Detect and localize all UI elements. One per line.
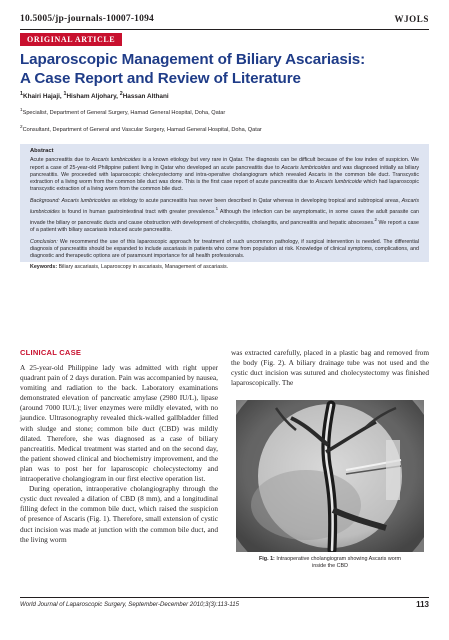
article-title (20, 51, 440, 88)
abstract-keywords (30, 264, 419, 271)
abstract-text: which had laparoscopic transcystic extraction of a living worm from the common bile duct. (30, 179, 419, 193)
abstract-italic-term: Ascaris lumbricoides (91, 157, 141, 164)
citation-mark: 2 (374, 217, 377, 223)
abstract-italic-term: Ascaris lumbricoides (281, 164, 331, 171)
abstract-italic-term: Ascaris lumbricoides (61, 197, 111, 204)
author-1-affiliation-mark: 1 (20, 91, 23, 97)
affiliation-1-text: Specialist, Department of General Surgery, Hamad General Hospital, Doha, Qatar (22, 109, 226, 116)
affiliation-2 (20, 124, 262, 133)
doi-text: 10.5005/jp-journals-10007-1094 (20, 14, 154, 24)
figure-caption-line-1: Intraoperative cholangiogram showing Ascaris worm (274, 556, 401, 562)
body-paragraph-3: was extracted carefully, placed in a plastic bag and removed from the body (Fig. 2). A biliary drainage tube was not used and the cystic duct incision was sutured and cholecystectomy was finished laparoscopically. The (231, 348, 429, 388)
abstract-italic-term: Ascaris lumbricoide (315, 179, 362, 186)
affiliation-2-mark: 2 (20, 124, 23, 129)
abstract-text: Acute pancreatitis due to (30, 157, 92, 164)
abstract-text: as etiology to acute pancreatitis has never been described in Qatar whereas in developing tropical and subtropical areas, (110, 197, 402, 204)
abstract-text: and was diagnosed initially as biliary pancreatitis. We proceeded with laparoscopic cholecystectomy and intra-operative cholangiogram which revealed Ascaris in the common bile duct. Transcystic extraction of a living worm from the common bile duct was done. This is the first case report of acute pancreatitis due to (30, 164, 419, 186)
author-2-name: Hisham Aljohary, (66, 93, 120, 101)
figure-caption (236, 556, 424, 570)
abstract-text: We recommend the use of this laparoscopic approach for treatment of such uncommon pathology, if surgical intervention is needed. The differential diagnosis of pancreatitis should be expanded to include ascariasis in patients who come from population at risk. Knowledge of clinical symptoms, complications, and diagnostic and therapeutic options are of paramount importance for all health professionals. (30, 238, 419, 260)
affiliation-1 (20, 107, 225, 116)
author-3-affiliation-mark: 2 (119, 91, 123, 97)
article-type-badge: ORIGINAL ARTICLE (20, 33, 122, 46)
keywords-label: Keywords: (30, 264, 58, 271)
abstract-background (30, 198, 419, 235)
affiliation-1-mark: 1 (20, 107, 23, 112)
title-line-2: A Case Report and Review of Literature (20, 69, 301, 87)
abstract-text: is a known etiology but very rare in Qatar. The diagnosis can be difficult because of the low index of suspicion. We report a case of 25-year-old Philippine patient living in Qatar who developed an acute pancreatitis due to (30, 157, 420, 171)
figure-label: Fig. 1: (258, 556, 275, 562)
abstract-text: We report a case of a patient with biliary ascariasis induced acute pancreatitis. (30, 219, 419, 234)
body-paragraph-2: During operation, intraoperative cholangiography through the cystic duct revealed a dilation of CBD (8 mm), and a longitudinal filling defect in the common bile duct, which raised the suspicion of presence of Ascaris (Fig. 1). Therefore, small extension of cystic duct incision was made at junction with the common bile duct, and the living worm (20, 484, 218, 544)
conclusion-label: Conclusion: (30, 238, 58, 245)
author-list (20, 91, 169, 100)
abstract-text: Although the infection can be asymptomatic, in some cases the adult parasite can invade the biliary or pancreatic ducts and cause obstruction with development of cholecystitis, cholangitis, and pancreatitis and hepatic abscesses. (30, 208, 419, 226)
abstract-box (20, 144, 429, 271)
author-2-affiliation-mark: 1 (63, 91, 67, 97)
journal-abbreviation: WJOLS (394, 14, 429, 24)
abstract-italic-term: Ascaris lumbricoides (30, 197, 419, 215)
citation-mark: 1 (215, 206, 219, 212)
affiliation-2-text: Consultant, Department of General and Vascular Surgery, Hamad General Hospital, Doha, Qatar (22, 126, 262, 133)
title-line-1: Laparoscopic Management of Biliary Ascariasis: (20, 51, 366, 68)
author-3-name: Hassan Althani (122, 93, 169, 101)
cholangiogram-image (236, 400, 424, 552)
footer-rule (20, 597, 429, 598)
abstract-paragraph-1 (30, 157, 419, 193)
body-paragraph-1: A 25-year-old Philippine lady was admitted with right upper quadrant pain of 2 days duration. Pain was accompanied by nausea, vomiting and radiation to the back. Laboratory examinations demonstrated elevation of pancreatic amylase (2980 IU/L), lipase (around 7000 IU/L); liver enzymes were mildly elevated, with no jaundice. Ultrasonography revealed thick-walled gallbladder filled with sludge and stone; common bile duct (CBD) was mildly dilated. Therefore, she was diagnosed as a case of biliary pancreatitis. Medical treatment was started and on the second day, the patient showed clinical and biochemistry improvement, and the plan was to post her for laparoscopic cholecystectomy and intraoperative cholangiogram in our first elective operation list. (20, 363, 218, 484)
abstract-text: is found in human gastrointestinal tract with greater prevalence. (59, 208, 216, 215)
cholangiogram-figure (236, 400, 424, 552)
abstract-conclusion (30, 239, 419, 261)
section-heading-clinical-case: CLINICAL CASE (20, 348, 82, 357)
header-rule (20, 29, 429, 30)
author-1-name: Khairi Hajaji, (22, 93, 64, 101)
left-column (20, 348, 218, 545)
abstract-heading: Abstract (30, 148, 54, 154)
right-column (231, 348, 429, 388)
page-number: 113 (416, 600, 429, 609)
background-label: Background: (30, 197, 60, 204)
figure-caption-line-2: inside the CBD (312, 563, 348, 569)
journal-citation: World Journal of Laparoscopic Surgery, September-December 2010;3(3):113-115 (20, 601, 240, 608)
keywords-text: Biliary ascariasis, Laparoscopy in ascariasis, Management of ascariasis. (57, 264, 229, 271)
